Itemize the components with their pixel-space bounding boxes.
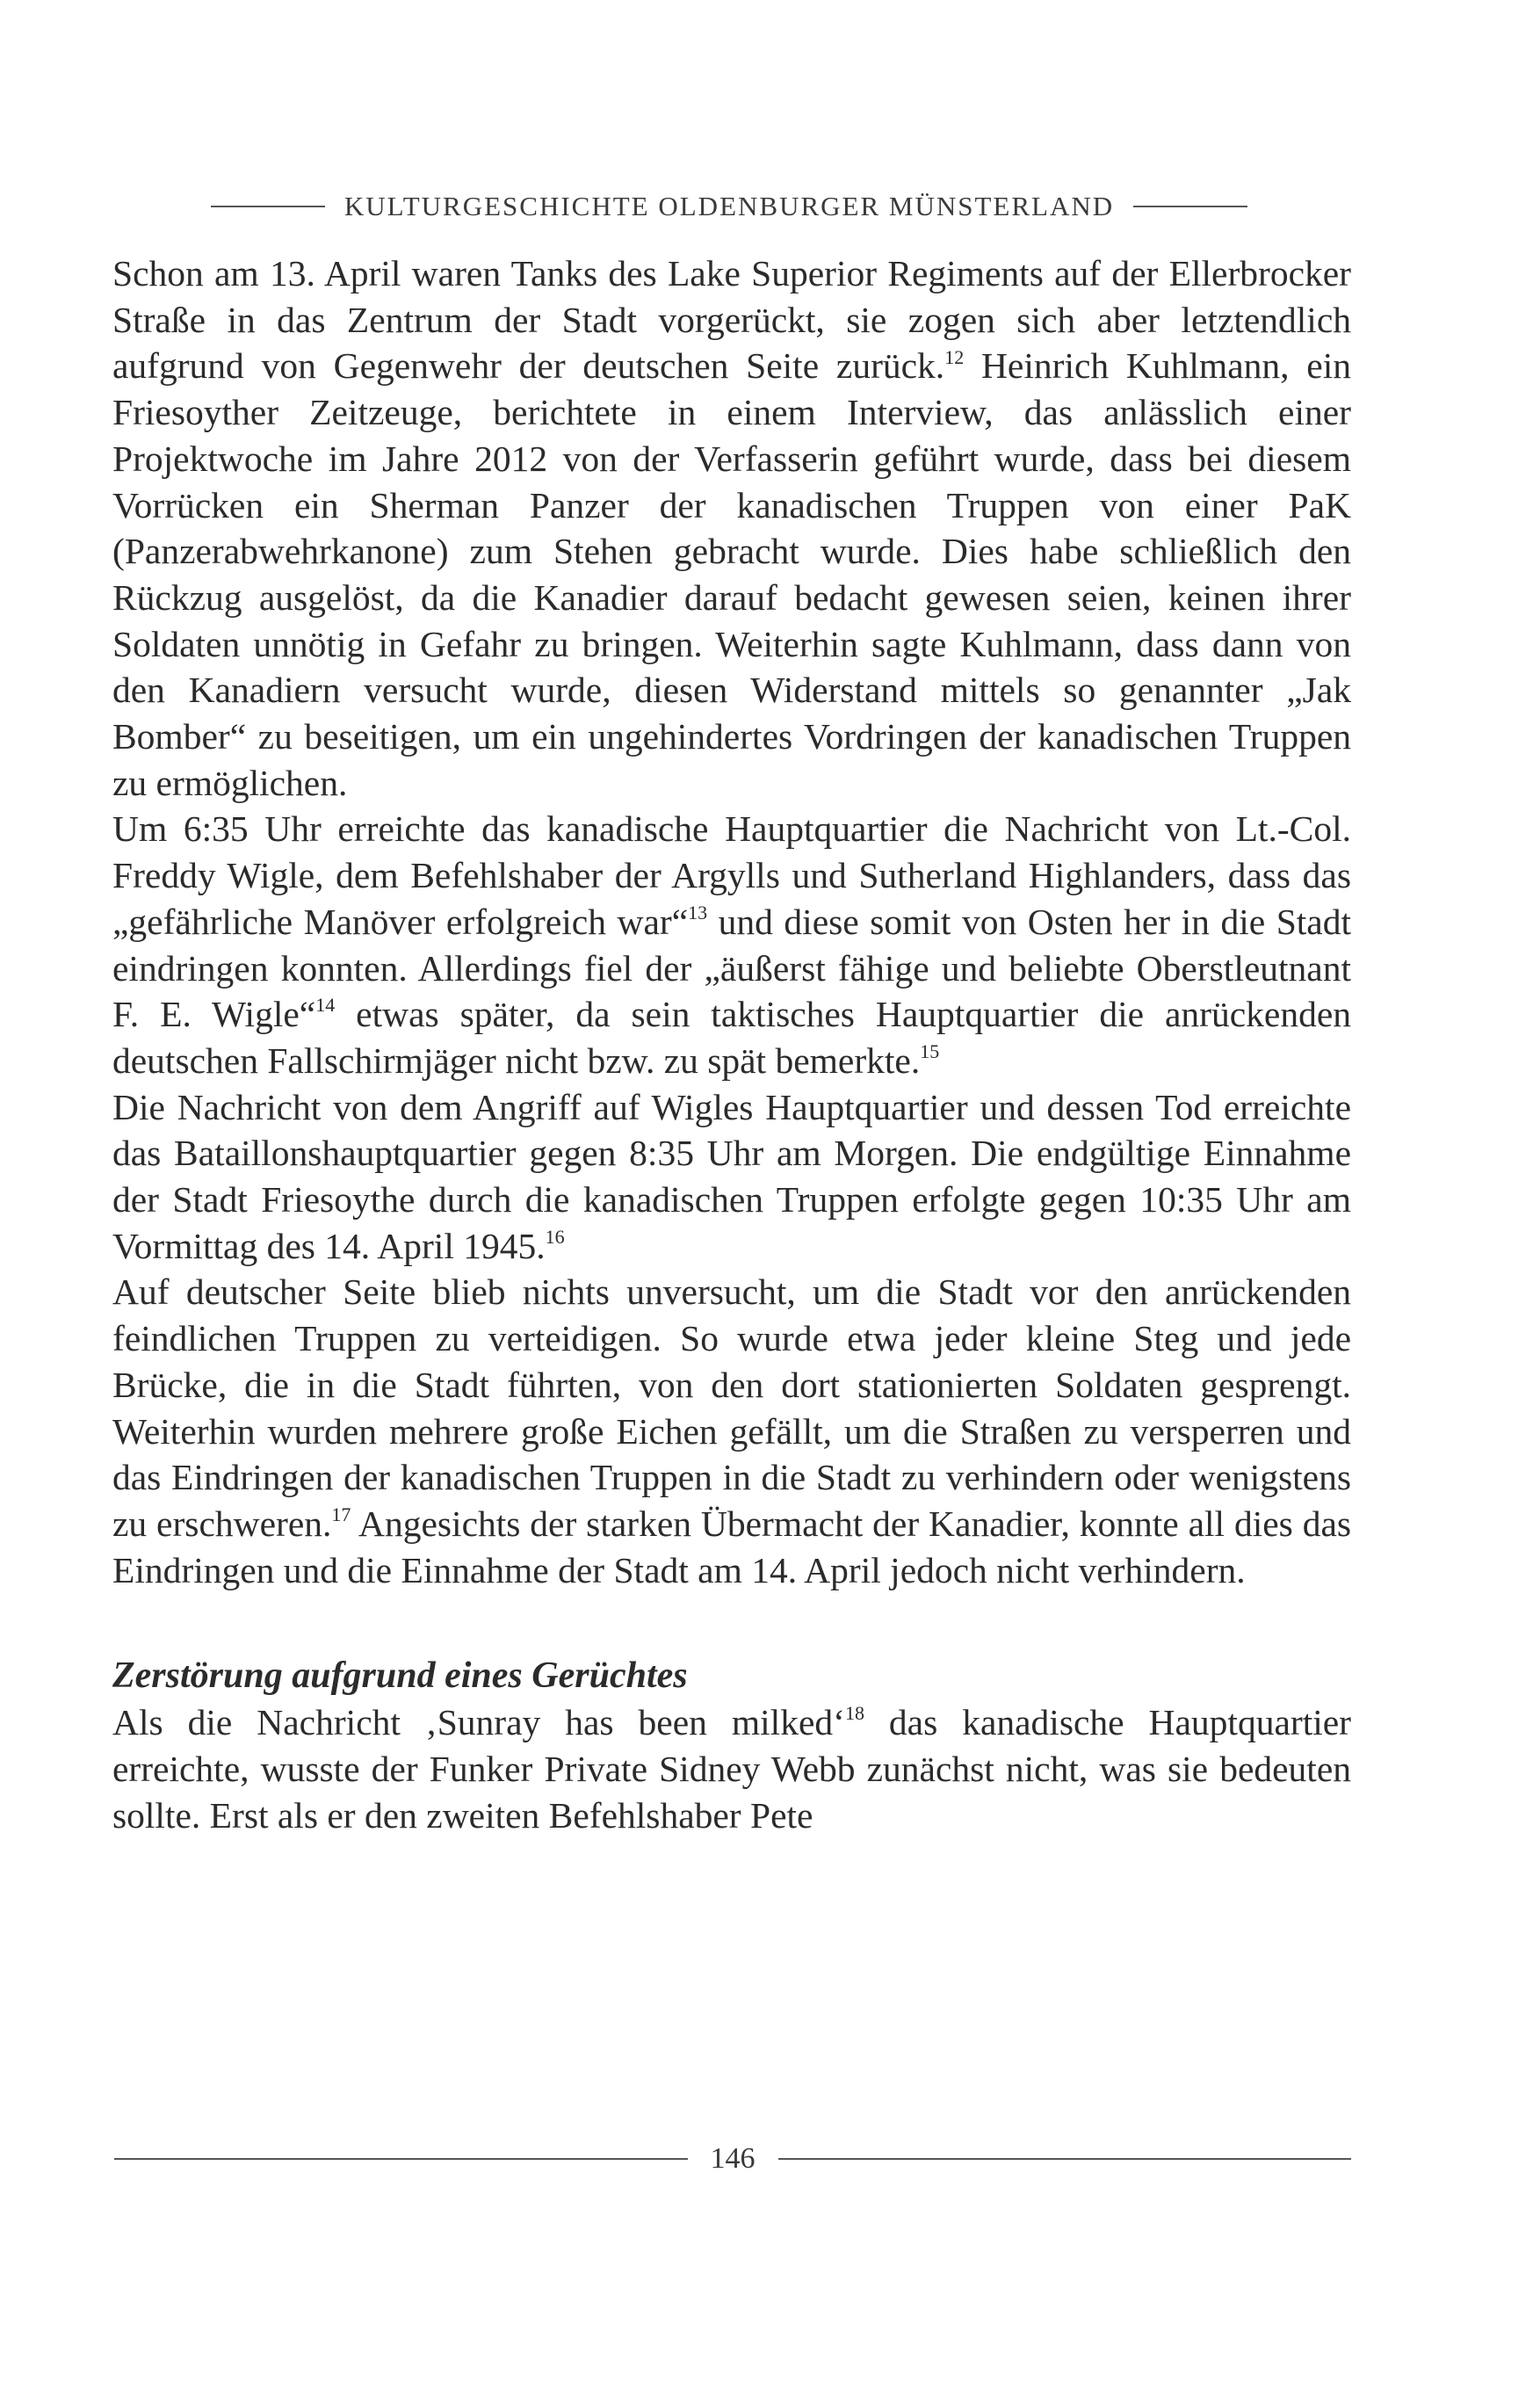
running-head	[114, 185, 1344, 228]
body-text	[112, 250, 1351, 1838]
text-run: Um 6:35 Uhr erreichte das kanadische Hauptquartier die Nachricht von Lt.-Col. Freddy Wigle, dem Befehlshaber der Argylls und Sutherland Highlanders, dass das „gefährliche Manöver erfolgreich war“	[112, 808, 1351, 942]
text-run: Heinrich Kuhlmann, ein Friesoyther Zeitzeuge, berichtete in einem Interview, das anlässlich einer Projektwoche im Jahre 2012 von der Verfasserin geführt wurde, dass bei diesem Vorrücken ein Sherman Panzer der kanadischen Truppen von einer PaK (Panzerabwehrkanone) zum Stehen gebracht wurde. Dies habe schließlich den Rückzug ausgelöst, da die Kanadier darauf bedacht gewesen seien, keinen ihrer Soldaten unnötig in Gefahr zu bringen. Weiterhin sagte Kuhlmann, dass dann von den Kanadiern versucht wurde, diesen Widerstand mittels so genannter „Jak Bomber“ zu beseitigen, um ein ungehindertes Vordringen der kanadischen Truppen zu ermöglichen.	[112, 345, 1351, 803]
footnote-marker[interactable]: 17	[331, 1503, 351, 1526]
paragraph	[112, 250, 1351, 806]
footnote-marker[interactable]: 15	[920, 1040, 940, 1063]
footnote-marker[interactable]: 16	[545, 1225, 565, 1248]
text-run: Die Nachricht von dem Angriff auf Wigles Hauptquartier und dessen Tod erreichte das Bataillonshauptquartier gegen 8:35 Uhr am Morgen. Die endgültige Einnahme der Stadt Friesoythe durch die kanadischen Truppen erfolgte gegen 10:35 Uhr am Vormittag des 14. April 1945.	[112, 1086, 1351, 1266]
text-run: und diese somit von Osten her in die Stadt eindringen konnten. Allerdings fiel der „äußerst fähige und beliebte Oberstleutnant F. E. Wigle“	[112, 901, 1351, 1035]
text-run: Auf deutscher Seite blieb nichts unversucht, um die Stadt vor den anrückenden feindlichen Truppen zu verteidigen. So wurde etwa jeder kleine Steg und jede Brücke, die in die Stadt führten, von den dort stationierten Soldaten gesprengt. Weiterhin wurden mehrere große Eichen gefällt, um die Straßen zu versperren und das Eindringen der kanadischen Truppen in die Stadt zu verhindern oder wenigstens zu erschweren.	[112, 1271, 1351, 1544]
header-rule-right	[1133, 206, 1247, 207]
footnote-marker[interactable]: 14	[315, 994, 336, 1017]
page-footer	[114, 2137, 1351, 2181]
text-run: Schon am 13. April waren Tanks des Lake Superior Regiments auf der Ellerbrocker Straße in das Zentrum der Stadt vorgerückt, sie zogen sich aber letztendlich aufgrund von Gegenwehr der deutschen Seite zurück.	[112, 253, 1351, 387]
footer-rule-left	[114, 2158, 688, 2160]
text-run: das kanadische Hauptquartier erreichte, wusste der Funker Private Sidney Webb zunächst nicht, was sie bedeuten sollte. Erst als er den zweiten Befehlshaber Pete	[112, 1702, 1351, 1836]
footnote-marker[interactable]: 13	[688, 902, 708, 924]
running-head-title: KULTURGESCHICHTE OLDENBURGER MÜNSTERLAND	[343, 191, 1115, 221]
section-heading: Zerstörung aufgrund eines Gerüchtes	[112, 1655, 688, 1697]
text-run: Als die Nachricht ‚Sunray has been milked‘	[112, 1702, 845, 1743]
section-paragraph	[112, 1699, 1351, 1838]
footer-rule-right	[778, 2158, 1352, 2160]
paragraph	[112, 1084, 1351, 1270]
text-run: Angesichts der starken Übermacht der Kanadier, konnte all dies das Eindringen und die Einnahme der Stadt am 14. April jedoch nicht verhindern.	[112, 1503, 1352, 1590]
text-run: etwas später, da sein taktisches Hauptquartier die anrückenden deutschen Fallschirmjäger nicht bzw. zu spät bemerkte.	[112, 994, 1351, 1081]
paragraph	[112, 806, 1351, 1083]
paragraph	[112, 1269, 1351, 1593]
footnote-marker[interactable]: 12	[944, 345, 965, 368]
page-number: 146	[710, 2142, 756, 2175]
footnote-marker[interactable]: 18	[844, 1702, 864, 1725]
header-rule-left	[211, 206, 325, 207]
